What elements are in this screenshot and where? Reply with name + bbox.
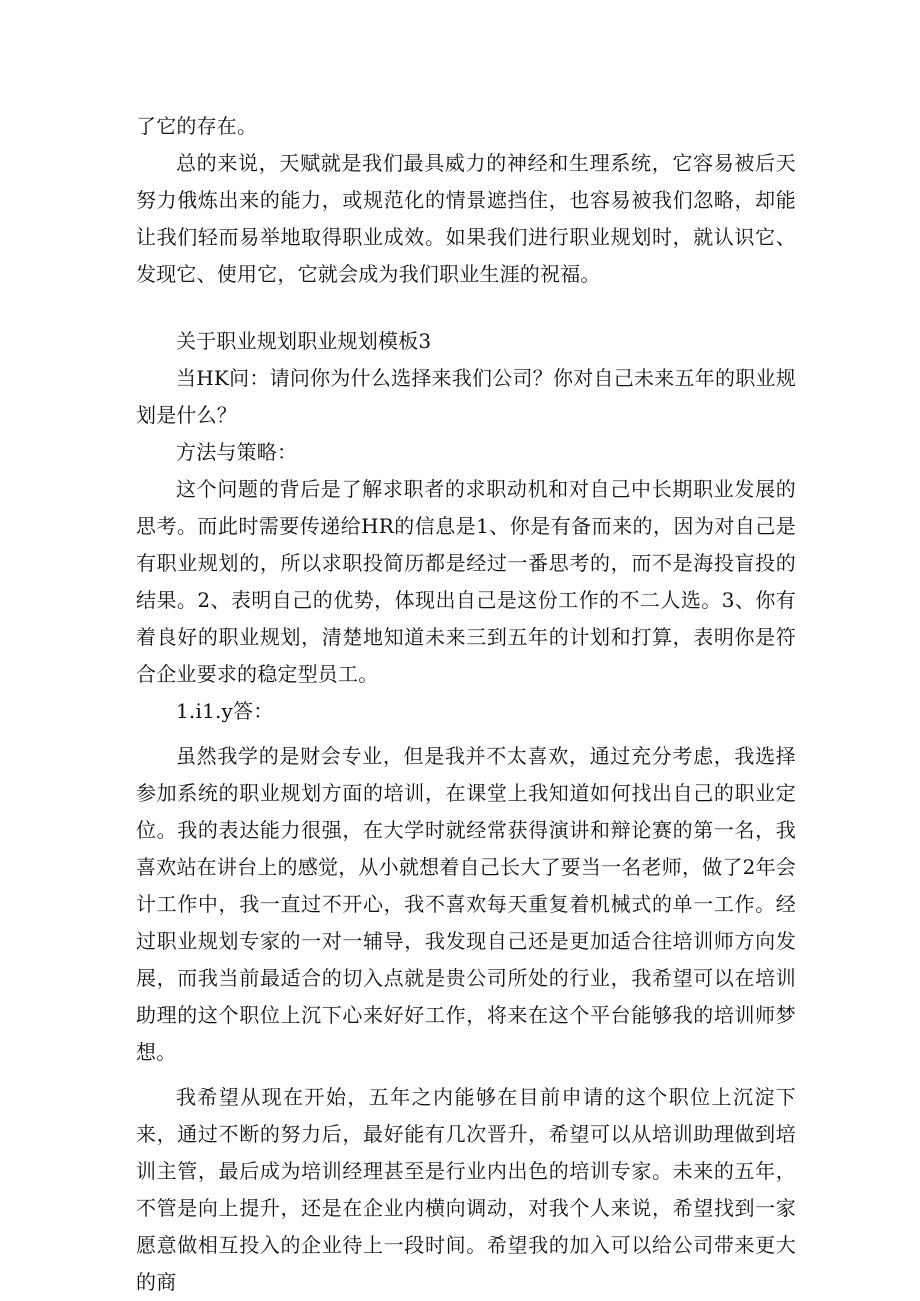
- document-body: [136, 108, 796, 1301]
- paragraph-continuation: 了它的存在。: [136, 114, 258, 138]
- paragraph-five-year-plan: 我希望从现在开始，五年之内能够在目前申请的这个职位上沉淀下来，通过不断的努力后，最好能有几次晋升，希望可以从培训助理做到培训主管，最后成为培训经理甚至是行业内出色的培训专家。未来的五年，不管是向上提升，还是在企业内横向调动，对我个人来说，希望找到一家愿意做相互投入的企业待上一段时间。希望我的加入可以给公司带来更大的商: [136, 1085, 796, 1294]
- paragraph-question: 当HK问：请问你为什么选择来我们公司？你对自己未来五年的职业规划是什么？: [136, 366, 796, 427]
- paragraph-analysis: 这个问题的背后是了解求职者的求职动机和对自己中长期职业发展的思考。而此时需要传递给HR的信息是1、你是有备而来的，因为对自己是有职业规划的，所以求职投简历都是经过一番思考的，而不是海投盲投的结果。2、表明自己的优势，体现出自己是这份工作的不二人选。3、你有着良好的职业规划，清楚地知道未来三到五年的计划和打算，表明你是符合企业要求的稳定型员工。: [136, 477, 796, 686]
- paragraph-answer-label: 1.i1.y答：: [176, 699, 274, 723]
- section-heading: 关于职业规划职业规划模板3: [176, 329, 432, 353]
- paragraph-answer-body: 虽然我学的是财会专业，但是我并不太喜欢，通过充分考虑，我选择参加系统的职业规划方面的培训，在课堂上我知道如何找出自己的职业定位。我的表达能力很强，在大学时就经常获得演讲和辩论赛的第一名，我喜欢站在讲台上的感觉，从小就想着自己长大了要当一名老师，做了2年会计工作中，我一直过不开心，我不喜欢每天重复着机械式的单一工作。经过职业规划专家的一对一辅导，我发现自己还是更加适合往培训师方向发展，而我当前最适合的切入点就是贵公司所处的行业，我希望可以在培训助理的这个职位上沉下心来好好工作，将来在这个平台能够我的培训师梦想。: [136, 744, 796, 1064]
- paragraph-talent-summary: 总的来说，天赋就是我们最具威力的神经和生理系统，它容易被后天努力俄炼出来的能力，或规范化的情景遮挡住，也容易被我们忽略，却能让我们轻而易举地取得职业成效。如果我们进行职业规划时，就认识它、发现它、使用它，它就会成为我们职业生涯的祝福。: [136, 151, 796, 286]
- paragraph-method-label: 方法与策略：: [176, 440, 298, 464]
